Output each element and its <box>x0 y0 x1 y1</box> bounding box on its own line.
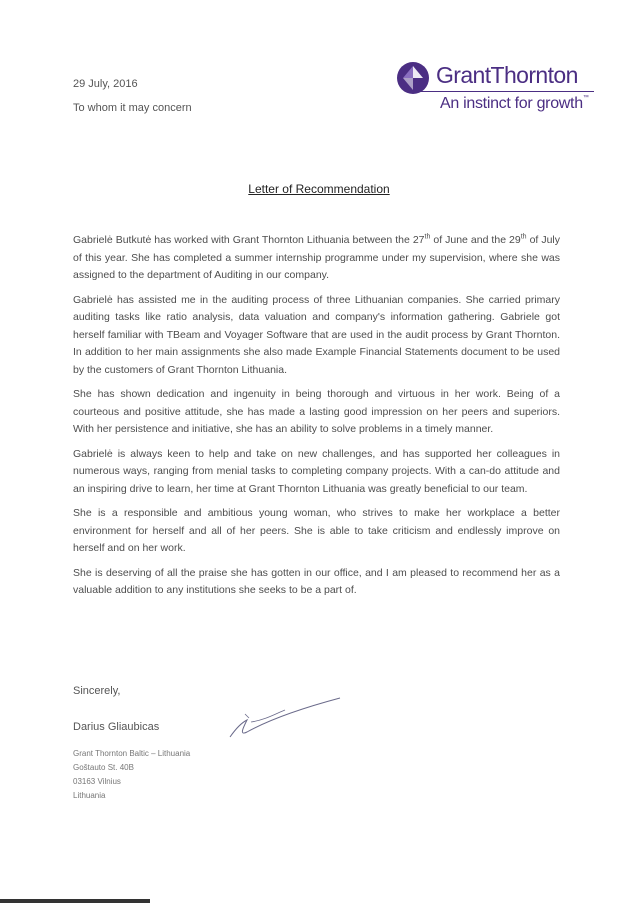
paragraph-3: She has shown dedication and ingenuity in being thorough and virtuous in her work. Being of a courteous and positive attitude, she has made a lasting good impression on her peers and superiors. With her persistence and initiative, she has an ability to solve problems in a timely manner. <box>73 388 560 435</box>
brand-name: GrantThornton <box>436 62 578 88</box>
paragraph-6: She is deserving of all the praise she has gotten in our office, and I am pleased to recommend her as a valuable addition to any institutions she seeks to be a part of. <box>73 566 560 596</box>
signature-icon <box>225 692 345 752</box>
address-street: Goštauto St. 40B <box>73 763 134 772</box>
p1-sup-2: th <box>520 233 527 241</box>
letter-date: 29 July, 2016 <box>73 78 138 90</box>
p1-part-c: of July of this year. She has completed a summer internship programme under my supervision, where she was assigned to the department of Auditing in our company. <box>73 234 561 281</box>
address-country: Lithuania <box>73 791 106 800</box>
trademark-sign: ™ <box>582 95 589 101</box>
letter-body <box>73 232 560 607</box>
paragraph-2: Gabrielė has assisted me in the auditing process of three Lithuanian companies. She carried primary auditing tasks like ratio analysis, data valuation and company's information gathering. Gabriele got herself familiar with TBeam and Voyager Software that are used in the audit process by Grant Thornton. In addition to her main assignments she also made Example Financial Statements document to be used by the customers of Grant Thornton Lithuania. <box>73 293 560 376</box>
p1-part-a: Gabrielė Butkutė has worked with Grant Thornton Lithuania between the 27 <box>73 234 425 246</box>
grant-thornton-mark-icon <box>396 61 430 95</box>
p1-part-b: of June and the 29 <box>430 234 521 246</box>
letter-title: Letter of Recommendation <box>248 182 390 196</box>
footer-bar <box>0 899 150 903</box>
paragraph-4: Gabrielė is always keen to help and take on new challenges, and has supported her colleagues in numerous ways, ranging from menial tasks to completing company projects. With a can-do attitude and an inspiring drive to learn, her time at Grant Thornton Lithuania was greatly beneficial to our team. <box>73 447 560 495</box>
signer-address <box>73 747 190 803</box>
address-company: Grant Thornton Baltic – Lithuania <box>73 749 191 758</box>
paragraph-1 <box>73 232 560 285</box>
salutation: To whom it may concern <box>73 102 192 114</box>
p1-sup-1: th <box>424 233 431 241</box>
grant-thornton-logo <box>396 58 596 128</box>
logo-divider <box>416 91 594 92</box>
tagline-text: An instinct for growth <box>440 95 583 112</box>
signer-name: Darius Gliaubicas <box>73 721 160 733</box>
paragraph-5: She is a responsible and ambitious young woman, who strives to make her workplace a better environment for herself and all of her peers. She is able to take criticism and endlessly improve on herself and on her work. <box>73 507 560 554</box>
address-city: 03163 Vilnius <box>73 777 121 786</box>
brand-tagline <box>440 95 589 113</box>
closing: Sincerely, <box>73 685 121 697</box>
